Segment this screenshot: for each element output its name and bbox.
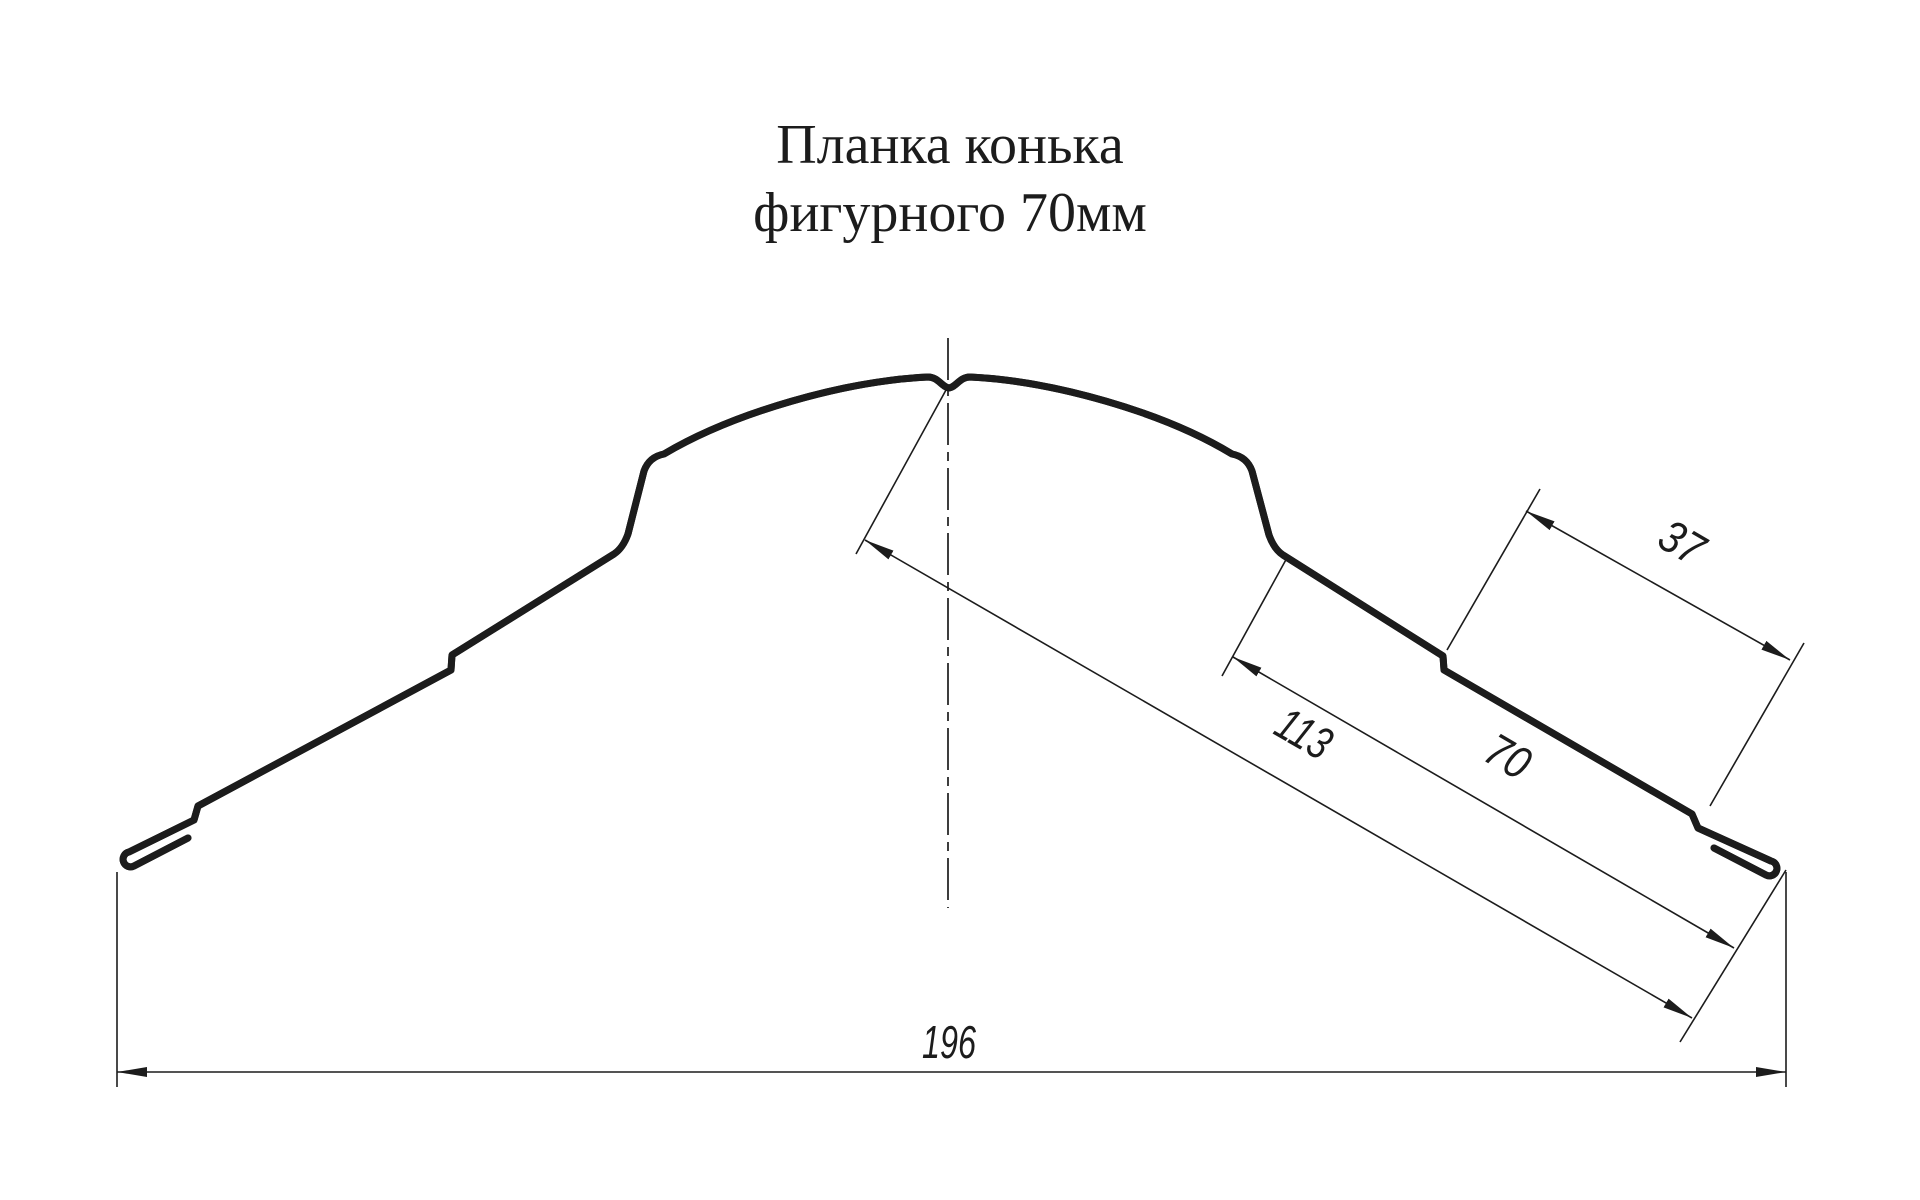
profile-outline xyxy=(123,377,1777,876)
drawing-title-line1: Планка конька xyxy=(776,114,1124,176)
extension-line-right-shoulder xyxy=(1222,556,1288,676)
extension-line-apex xyxy=(856,390,946,554)
extension-line-right-hem-tip-slanted xyxy=(1680,870,1786,1042)
drawing-title-line2: фигурного 70мм xyxy=(753,182,1147,244)
dimension-label-37: 37 xyxy=(1649,508,1721,580)
dimension-line-113 xyxy=(865,540,1692,1018)
dimension-label-113: 113 xyxy=(1266,696,1357,779)
extension-line-hem-start xyxy=(1710,643,1804,806)
profile-outline-inner-gap xyxy=(123,377,1777,876)
dimension-label-70: 70 xyxy=(1475,722,1547,794)
dimension-label-196: 196 xyxy=(922,1016,977,1068)
dimension-line-37 xyxy=(1526,508,1790,660)
dimension-line-70 xyxy=(1233,657,1734,948)
extension-line-right-step xyxy=(1447,489,1540,650)
